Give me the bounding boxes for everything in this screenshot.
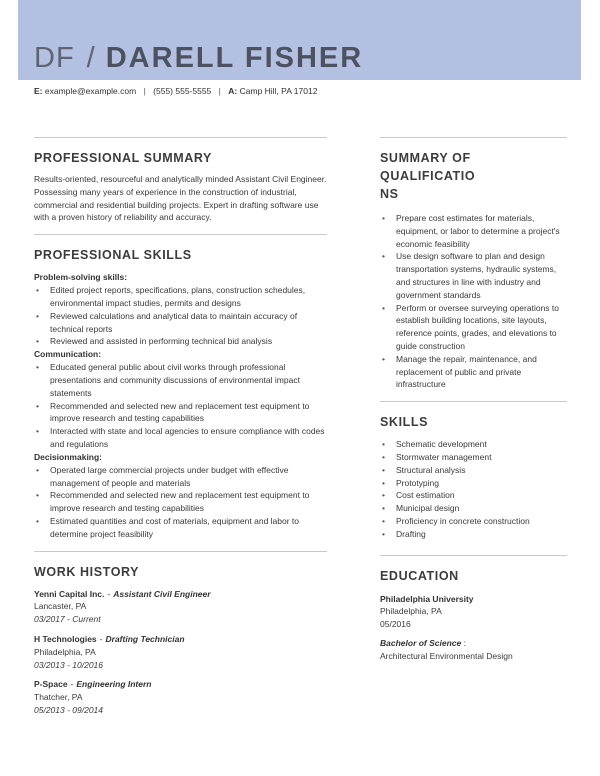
left-column [34,137,327,717]
job-location: Thatcher, PA [34,692,83,703]
job-location: Philadelphia, PA [34,646,96,657]
job-dates: 03/2017 - Current [34,614,101,625]
summary-section [34,137,327,224]
section-divider [380,555,567,556]
education-degree-separator: : [463,637,467,648]
contact-separator: | [218,86,221,96]
list-item: • Schematic development [380,438,567,451]
name-line [34,40,363,76]
list-item: • Municipal design [380,502,567,515]
job-entry [34,633,327,671]
list-item: • Reviewed and assisted in performing technical bid analysis [34,335,327,348]
list-item: • Edited project reports, specifications, plans, construction schedules, environmental impact studies, permits and designs [34,284,327,310]
list-item: • Perform or oversee surveying operations to establish building locations, site layouts, reference points, grades, and elevations to guide construction [380,302,567,353]
summary-title: PROFESSIONAL SUMMARY [34,151,212,165]
list-item: • Structural analysis [380,464,567,477]
list-item: • Manage the repair, maintenance, and replacement of public and private infrastructure [380,353,567,391]
address-label: A: [228,86,238,96]
list-item: • Recommended and selected new and replacement test equipment to improve research and testing capabilities [34,400,327,426]
address-value: Camp Hill, PA 17012 [239,86,318,96]
job-company: H Technologies [34,633,97,644]
education-date: 05/2016 [380,619,411,630]
email-label: E: [34,86,43,96]
skill-group-heading: Communication: [34,349,102,360]
job-company: P-Space [34,679,68,690]
qualifications-title-line1: SUMMARY OF QUALIFICATIO [380,151,476,183]
list-item: • Prototyping [380,477,567,490]
job-dates: 05/2013 - 09/2014 [34,704,104,715]
education-section [380,555,567,663]
professional-skills-section [34,234,327,540]
education-field: Architectural Environmental Design [380,650,513,661]
job-role: Engineering Intern [76,679,152,690]
skills-title: SKILLS [380,415,429,430]
list-item: • Drafting [380,528,567,541]
phone-value: (555) 555-5555 [153,86,212,96]
work-history-section [34,551,327,717]
name-initials: DF [34,42,75,74]
contact-separator: | [143,86,146,96]
job-dates: 03/2013 - 10/2016 [34,659,104,670]
professional-skills-title: PROFESSIONAL SKILLS [34,248,192,263]
contact-line [34,86,317,96]
job-dash: - [99,633,103,644]
list-item: • Operated large commercial projects under budget with effective management of people and materials [34,464,327,490]
qualifications-list [380,212,567,391]
qualifications-title [380,149,567,203]
list-item: • Prepare cost estimates for materials, equipment, or labor to determine a project's economic feasibility [380,212,567,250]
section-divider [380,401,567,402]
skills-section [380,401,567,540]
job-role: Drafting Technician [105,633,185,644]
email-value: example@example.com [44,86,137,96]
list-item: • Reviewed calculations and analytical data to maintain accuracy of technical reports [34,310,327,336]
section-divider [34,234,327,235]
list-item: • Recommended and selected new and replacement test equipment to improve research and testing capabilities [34,489,327,515]
list-item: • Proficiency in concrete construction [380,515,567,528]
section-divider [34,551,327,552]
job-dash: - [70,679,74,690]
summary-text: Results-oriented, resourceful and analytically minded Assistant Civil Engineer. Possessing many years of experience in the construction of industrial, commercial and residential building projects. Expert in drafting software use with a proven history of reliability and accuracy. [34,174,327,223]
list-item: • Educated general public about civil works through professional presentations and community discussions of environmental impact statements [34,361,327,399]
right-column [380,137,567,663]
education-degree-line [380,637,567,650]
skill-group-list [34,361,327,451]
skill-group-heading: Decisionmaking: [34,451,103,462]
education-location: Philadelphia, PA [380,606,442,617]
list-item: • Use design software to plan and design transportation systems, hydraulic systems, and structures in line with industry and government standards [380,250,567,301]
skill-group-list [34,284,327,348]
education-school: Philadelphia University [380,593,474,604]
skills-list [380,438,567,540]
job-dash: - [107,588,111,599]
job-role: Assistant Civil Engineer [113,588,211,599]
list-item: • Interacted with state and local agencies to ensure compliance with codes and regulations [34,425,327,451]
education-title: EDUCATION [380,568,459,583]
full-name: DARELL FISHER [105,42,364,74]
job-entry [34,588,327,626]
qualifications-title-line2: NS [380,187,399,201]
name-separator: / [86,42,96,74]
education-entry [380,593,567,663]
list-item: • Stormwater management [380,451,567,464]
education-degree: Bachelor of Science [380,637,462,648]
skill-group-list [34,464,327,541]
job-location: Lancaster, PA [34,601,87,612]
section-divider [380,137,567,138]
job-company: Yenni Capital Inc. [34,588,105,599]
qualifications-section [380,137,567,391]
section-divider [34,137,327,138]
job-entry [34,678,327,716]
list-item: • Cost estimation [380,489,567,502]
work-history-title: WORK HISTORY [34,564,140,579]
skill-groups [34,271,327,540]
skill-group-heading: Problem-solving skills: [34,272,128,283]
list-item: • Estimated quantities and cost of materials, equipment and labor to determine project feasibility [34,515,327,541]
